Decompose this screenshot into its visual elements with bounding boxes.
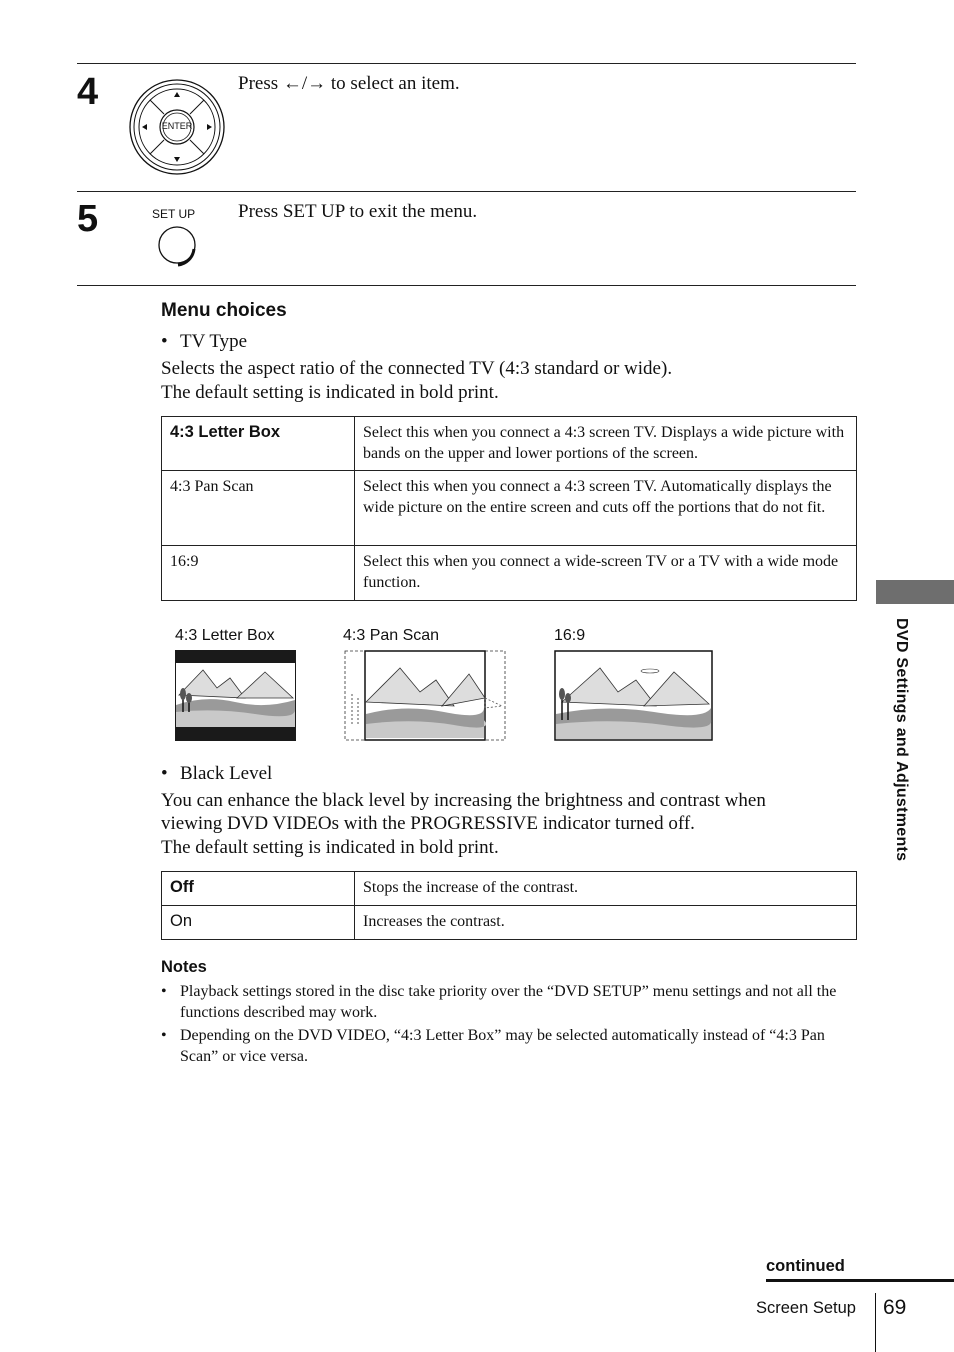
widescreen-illustration — [554, 650, 713, 741]
side-tab-label: DVD Settings and Adjustments — [893, 618, 910, 862]
note-item: • Playback settings stored in the disc take priority over the “DVD SETUP” menu settings and not all the functions described may work. — [161, 981, 851, 1023]
rule-top — [77, 63, 856, 64]
note-text: Playback settings stored in the disc take priority over the “DVD SETUP” menu settings and not all the functions described may work. — [180, 983, 837, 1021]
note-text: Depending on the DVD VIDEO, “4:3 Letter Box” may be selected automatically instead of “4:3 Pan Scan” or vice versa. — [180, 1027, 825, 1065]
setting-name: Off — [162, 872, 355, 906]
side-tab-marker — [876, 580, 954, 604]
bullet-black-level: • Black Level — [161, 763, 273, 784]
panscan-illustration — [344, 650, 506, 741]
setting-description: Select this when you connect a 4:3 screen TV. Displays a wide picture with bands on the upper and lower portions of the screen. — [355, 417, 857, 471]
table-row — [162, 417, 857, 471]
setting-name: 4:3 Pan Scan — [162, 471, 355, 546]
table-row — [162, 471, 857, 546]
black-level-desc-3: The default setting is indicated in bold print. — [161, 837, 499, 858]
label-169: 16:9 — [554, 627, 586, 644]
bullet-black-level-label: Black Level — [180, 763, 273, 784]
footer-divider — [875, 1293, 876, 1352]
table-row — [162, 546, 857, 601]
label-panscan: 4:3 Pan Scan — [343, 627, 440, 644]
tv-type-desc-1: Selects the aspect ratio of the connected TV (4:3 standard or wide). — [161, 358, 673, 379]
step-number-4: 4 — [77, 71, 99, 113]
table-row — [162, 872, 857, 906]
black-level-desc-2: viewing DVD VIDEOs with the PROGRESSIVE indicator turned off. — [161, 813, 695, 834]
table-row — [162, 906, 857, 940]
black-level-desc-1: You can enhance the black level by increasing the brightness and contrast when — [161, 790, 766, 811]
footer-section: Screen Setup — [756, 1299, 856, 1317]
rule-step5 — [77, 191, 856, 192]
setting-description: Stops the increase of the contrast. — [355, 872, 857, 906]
bullet-tv-type-label: TV Type — [180, 331, 248, 352]
label-letterbox: 4:3 Letter Box — [175, 627, 275, 644]
continued-rule — [766, 1279, 954, 1282]
step-5-text: Press SET UP to exit the menu. — [238, 201, 478, 222]
bullet-tv-type: • TV Type — [161, 331, 248, 352]
rule-bottom — [77, 285, 856, 286]
setting-name: 4:3 Letter Box — [162, 417, 355, 471]
note-item: • Depending on the DVD VIDEO, “4:3 Letter Box” may be selected automatically instead of “4:3 Pan Scan” or vice versa. — [161, 1025, 851, 1067]
setting-description: Select this when you connect a wide-screen TV or a TV with a wide mode function. — [355, 546, 857, 601]
setting-name: On — [162, 906, 355, 940]
black-level-table — [161, 871, 857, 940]
step-number-5: 5 — [77, 198, 99, 240]
tv-type-desc-2: The default setting is indicated in bold print. — [161, 382, 499, 403]
setting-description: Select this when you connect a 4:3 screen TV. Automatically displays the wide picture on the entire screen and cuts off the portions that do not fit. — [355, 471, 857, 546]
continued-label: continued — [766, 1257, 845, 1275]
letterbox-illustration — [175, 650, 296, 741]
setup-label: SET UP — [152, 207, 196, 221]
setting-name: 16:9 — [162, 546, 355, 601]
setting-description: Increases the contrast. — [355, 906, 857, 940]
setup-button-icon — [156, 225, 202, 269]
notes-title: Notes — [161, 958, 207, 976]
page-number: 69 — [883, 1296, 907, 1319]
step-4-text: Press ←/→ to select an item. — [238, 73, 460, 94]
enter-label: ENTER — [161, 121, 193, 131]
menu-choices-heading: Menu choices — [161, 300, 287, 321]
tv-type-table — [161, 416, 857, 601]
